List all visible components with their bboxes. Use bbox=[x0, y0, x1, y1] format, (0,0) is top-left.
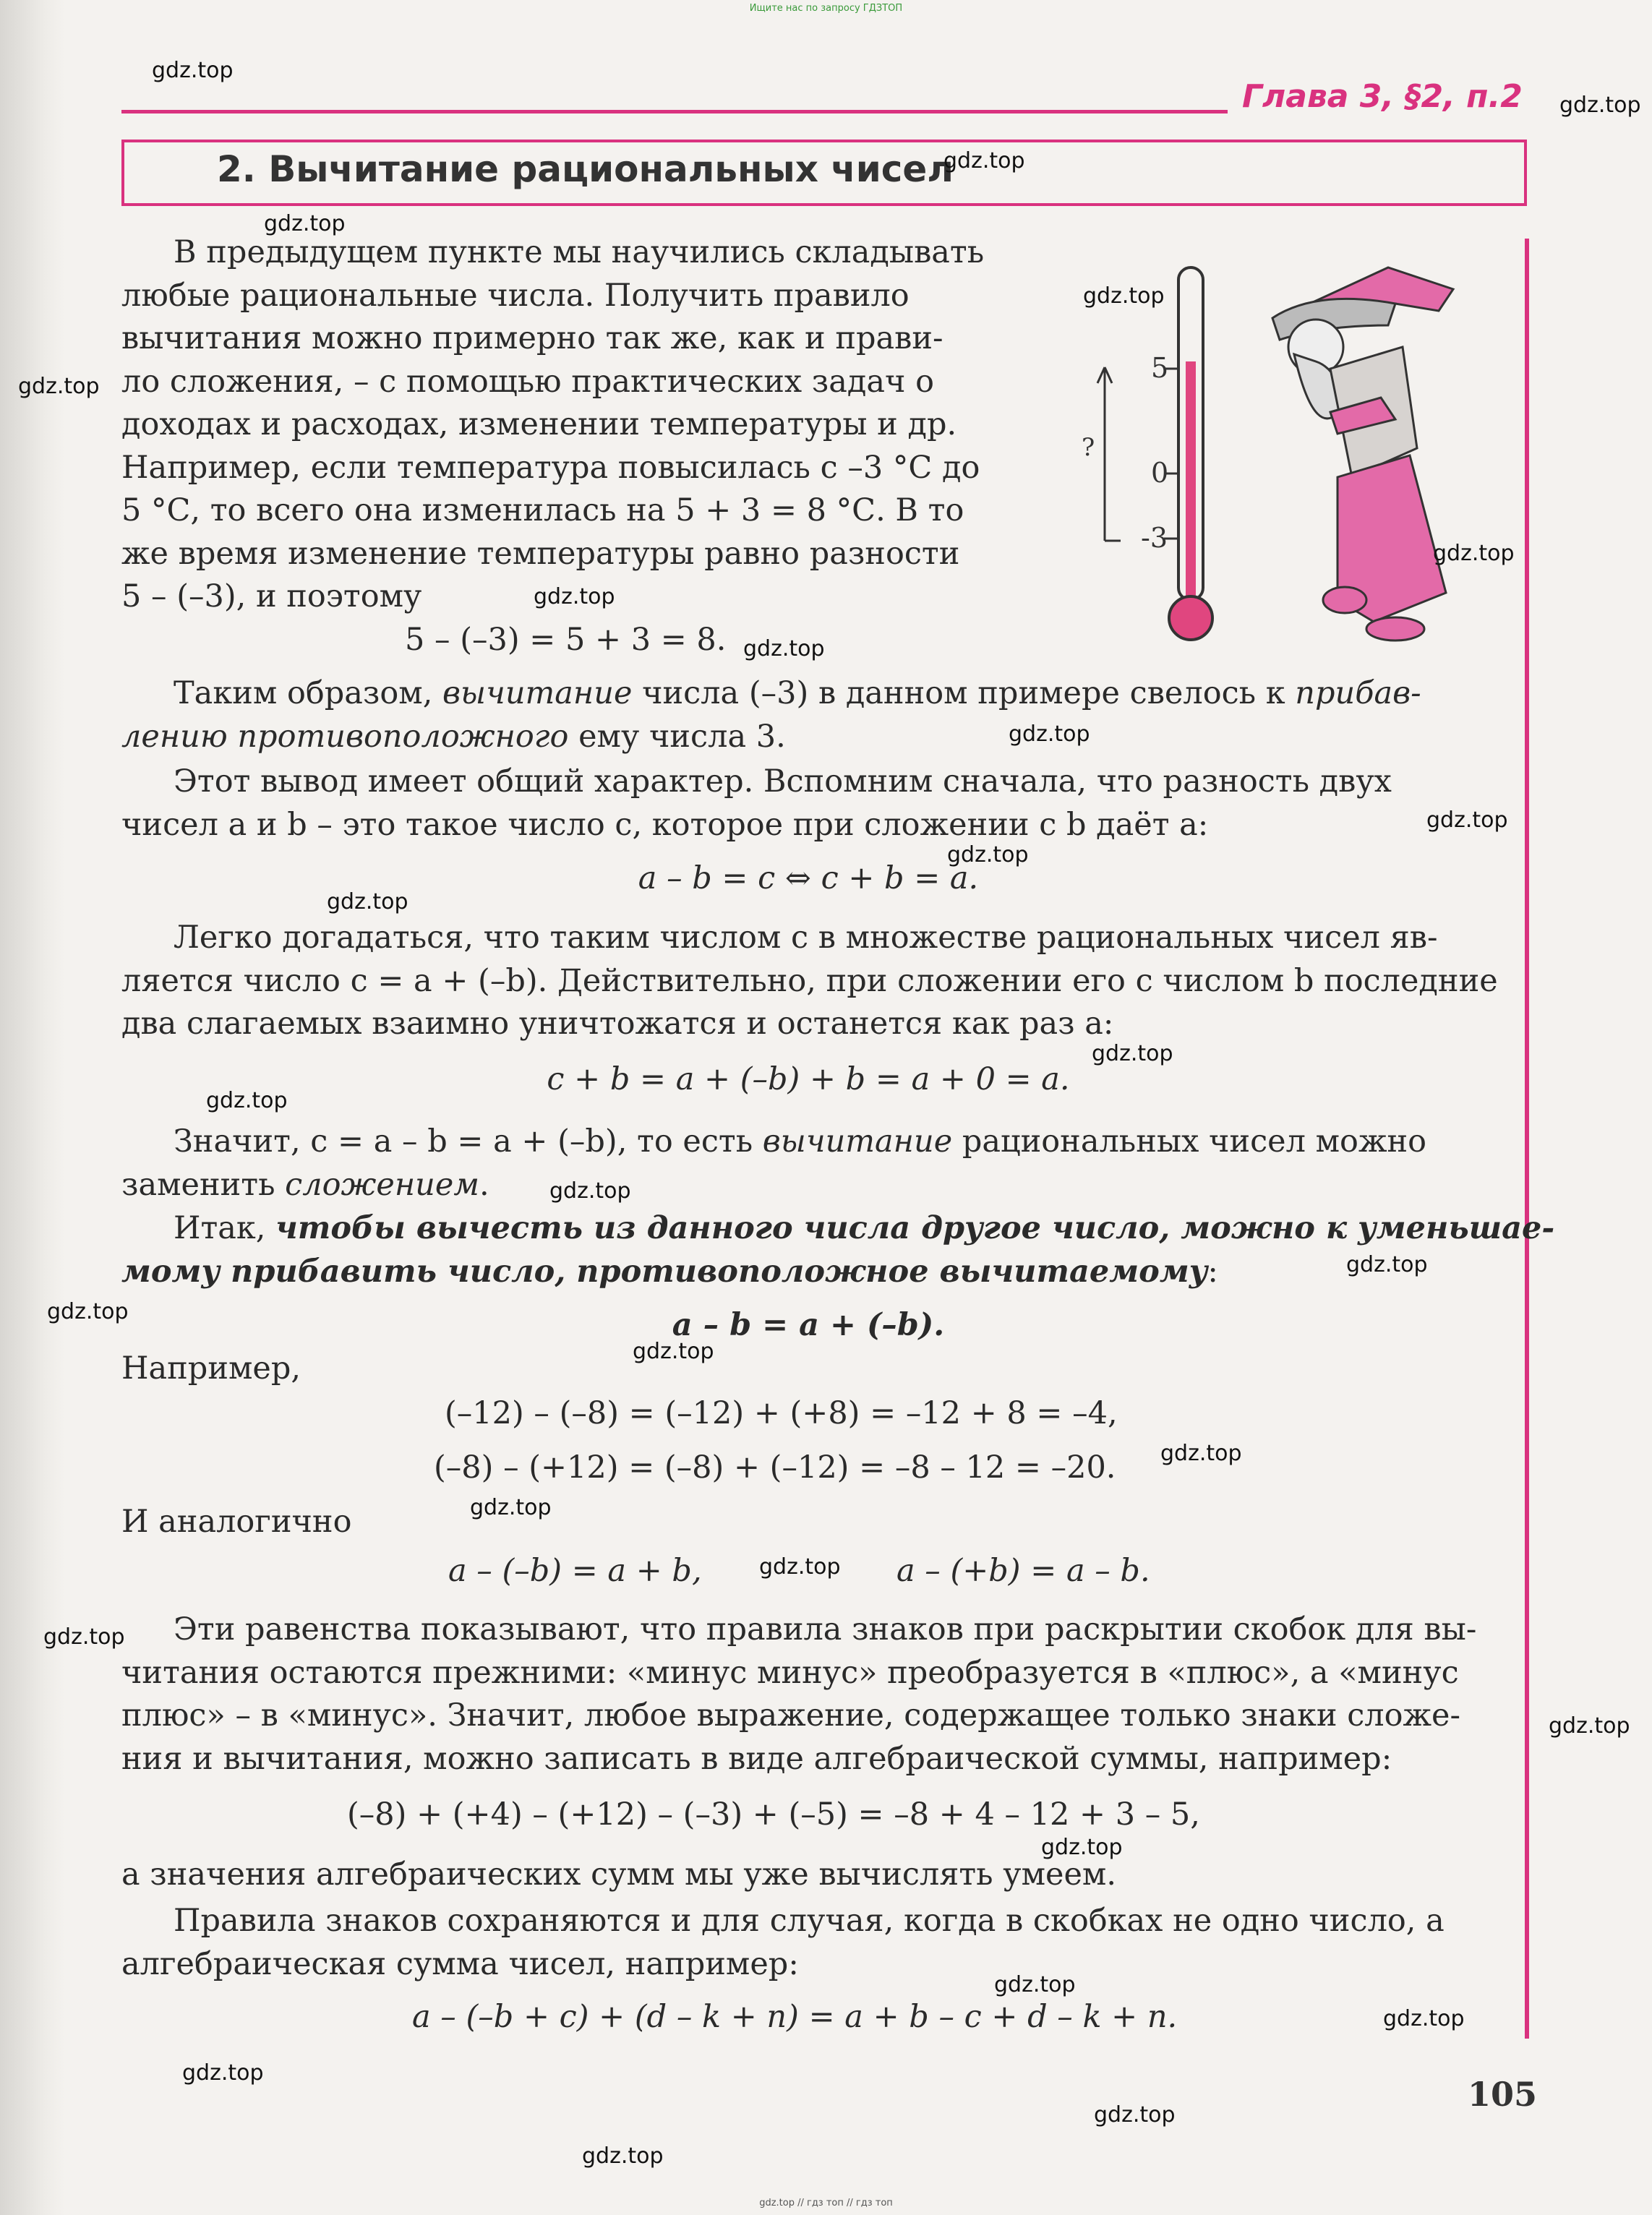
thermometer-icon bbox=[1097, 267, 1212, 640]
watermark-label: gdz.top bbox=[1549, 1713, 1630, 1739]
text-line: 5 – (–3), и поэтому bbox=[121, 578, 422, 614]
watermark-label: gdz.top bbox=[1433, 541, 1515, 566]
paragraph-analogous: И аналогично bbox=[121, 1504, 352, 1540]
rule-emphasis: чтобы вычесть из данного числа другое число, можно к уменьшае- bbox=[275, 1210, 1555, 1246]
text-line: читания остаются прежними: «минус минус» преобразуется в «плюс», а «минус bbox=[121, 1654, 1459, 1691]
text: ему числа 3. bbox=[568, 718, 786, 755]
watermark-label: gdz.top bbox=[18, 374, 100, 399]
tick-label: -3 bbox=[1141, 522, 1168, 554]
watermark-label: gdz.top bbox=[759, 1554, 841, 1580]
bottom-watermark: gdz.top // гдз топ // гдз топ bbox=[759, 2198, 893, 2208]
watermark-label: gdz.top bbox=[1041, 1835, 1123, 1860]
thermometer-wizard-illustration bbox=[1077, 260, 1482, 651]
formula-example-1: 5 – (–3) = 5 + 3 = 8. bbox=[405, 622, 727, 658]
top-watermark: Ищите нас по запросу ГДЗТОП bbox=[749, 3, 903, 14]
watermark-label: gdz.top bbox=[1383, 2006, 1465, 2031]
rule-emphasis: мому прибавить число, противоположное вычитаемому bbox=[121, 1253, 1208, 1290]
text-line: Эти равенства показывают, что правила знаков при раскрытии скобок для вы- bbox=[174, 1611, 1477, 1648]
formula-rule: a – b = a + (–b). bbox=[672, 1307, 945, 1343]
page-number: 105 bbox=[1468, 2075, 1538, 2114]
watermark-label: gdz.top bbox=[1346, 1252, 1428, 1277]
watermark-label: gdz.top bbox=[327, 889, 408, 914]
emphasis: вычитание bbox=[442, 675, 633, 711]
text: Итак, bbox=[174, 1210, 276, 1246]
watermark-label: gdz.top bbox=[534, 584, 615, 609]
paragraph-rule bbox=[121, 1207, 1555, 1293]
paragraph-replace bbox=[121, 1121, 1495, 1207]
formula-equivalence: a – b = c ⇔ c + b = a. bbox=[638, 860, 979, 896]
text: . bbox=[479, 1166, 489, 1203]
text-line: алгебраическая сумма чисел, например: bbox=[121, 1945, 799, 1982]
watermark-label: gdz.top bbox=[743, 636, 825, 661]
chapter-reference: Глава 3, §2, п.2 bbox=[1242, 78, 1523, 115]
wizard-icon bbox=[1272, 267, 1453, 640]
paragraph-sign-rules bbox=[121, 1608, 1495, 1781]
paragraph-algebraic-sums: а значения алгебраических сумм мы уже вычислять умеем. bbox=[121, 1856, 1117, 1893]
formula-minus-minus: a – (–b) = a + b, bbox=[448, 1553, 702, 1589]
text-line: 5 °С, то всего она изменилась на 5 + 3 = 8 °С. В то bbox=[121, 492, 964, 528]
text-line: доходах и расходах, изменении температуры и др. bbox=[121, 406, 957, 442]
formula-proof: c + b = a + (–b) + b = a + 0 = a. bbox=[547, 1061, 1070, 1097]
paragraph-example-intro: Например, bbox=[121, 1350, 301, 1387]
text-line: плюс» – в «минус». Значит, любое выражение, содержащее только знаки сложе- bbox=[121, 1697, 1461, 1734]
page-binding-shadow bbox=[0, 0, 65, 2215]
watermark-label: gdz.top bbox=[43, 1624, 125, 1650]
text: заменить bbox=[121, 1166, 286, 1203]
emphasis: сложением bbox=[285, 1166, 479, 1203]
text-line: два слагаемых взаимно уничтожатся и останется как раз a: bbox=[121, 1006, 1114, 1042]
text-line: же время изменение температуры равно разности bbox=[121, 535, 960, 572]
text-line: ло сложения, – с помощью практических задач о bbox=[121, 363, 934, 400]
watermark-label: gdz.top bbox=[549, 1178, 631, 1204]
paragraph-difference-definition bbox=[121, 761, 1495, 847]
paragraph-brackets bbox=[121, 1900, 1495, 1986]
formula-minus-plus: a – (+b) = a – b. bbox=[896, 1553, 1150, 1589]
text: рациональных чисел можно bbox=[952, 1123, 1427, 1160]
text-line: В предыдущем пункте мы научились складывать bbox=[174, 234, 985, 270]
watermark-label: gdz.top bbox=[1559, 93, 1641, 118]
text-line: Например, если температура повысилась с –3 °С до bbox=[121, 449, 980, 486]
paragraph-conclusion bbox=[121, 672, 1495, 758]
watermark-label: gdz.top bbox=[264, 211, 346, 236]
text-line: Легко догадаться, что таким числом c в множестве рациональных чисел яв- bbox=[174, 920, 1438, 956]
paragraph-proof bbox=[121, 917, 1498, 1046]
emphasis: прибав- bbox=[1295, 675, 1421, 711]
text-line: Правила знаков сохраняются и для случая, когда в скобках не одно число, а bbox=[174, 1903, 1445, 1939]
watermark-label: gdz.top bbox=[994, 1972, 1076, 1997]
paragraph-intro bbox=[121, 231, 1032, 619]
emphasis: вычитание bbox=[762, 1123, 953, 1160]
watermark-label: gdz.top bbox=[152, 58, 234, 83]
watermark-label: gdz.top bbox=[206, 1088, 288, 1113]
text-line: ляется число c = a + (–b). Действительно, при сложении его с числом b последние bbox=[121, 962, 1498, 999]
text: числа (–3) в данном примере свелось к bbox=[632, 675, 1296, 711]
text: Значит, c = a – b = a + (–b), то есть bbox=[174, 1123, 763, 1160]
watermark-label: gdz.top bbox=[470, 1495, 552, 1520]
formula-brackets: a – (–b + c) + (d – k + n) = a + b – c + d – k + n. bbox=[412, 1999, 1178, 2035]
watermark-label: gdz.top bbox=[633, 1339, 714, 1364]
header-rule bbox=[121, 110, 1228, 113]
watermark-label: gdz.top bbox=[1426, 807, 1508, 833]
emphasis: лению противоположного bbox=[121, 718, 569, 755]
question-mark: ? bbox=[1082, 433, 1095, 462]
text: : bbox=[1207, 1253, 1218, 1290]
text-line: любые рациональные числа. Получить правило bbox=[121, 277, 910, 314]
tick-label: 0 bbox=[1151, 457, 1169, 489]
watermark-label: gdz.top bbox=[1094, 2102, 1176, 2128]
watermark-label: gdz.top bbox=[582, 2143, 664, 2169]
tick-label: 5 bbox=[1151, 352, 1169, 384]
watermark-label: gdz.top bbox=[947, 842, 1029, 867]
formula-algebraic-sum: (–8) + (+4) – (+12) – (–3) + (–5) = –8 + 4 – 12 + 3 – 5, bbox=[347, 1796, 1200, 1833]
watermark-label: gdz.top bbox=[943, 148, 1025, 173]
text-line: ния и вычитания, можно записать в виде алгебраической суммы, например: bbox=[121, 1740, 1392, 1777]
watermark-label: gdz.top bbox=[1092, 1041, 1173, 1066]
section-title: 2. Вычитание рациональных чисел bbox=[217, 148, 954, 190]
watermark-label: gdz.top bbox=[1083, 283, 1165, 309]
formula-example-3: (–8) – (+12) = (–8) + (–12) = –8 – 12 = –20. bbox=[434, 1449, 1116, 1486]
formula-example-2: (–12) – (–8) = (–12) + (+8) = –12 + 8 = –4, bbox=[445, 1395, 1118, 1431]
margin-bar bbox=[1525, 239, 1529, 2039]
text-line: Этот вывод имеет общий характер. Вспомним сначала, что разность двух bbox=[174, 763, 1392, 800]
watermark-label: gdz.top bbox=[47, 1299, 129, 1324]
text-line: вычитания можно примерно так же, как и прави- bbox=[121, 320, 943, 356]
text: Таким образом, bbox=[174, 675, 443, 711]
watermark-label: gdz.top bbox=[1160, 1441, 1242, 1466]
watermark-label: gdz.top bbox=[182, 2060, 264, 2086]
text-line: чисел a и b – это такое число c, которое при сложении с b даёт a: bbox=[121, 806, 1209, 843]
watermark-label: gdz.top bbox=[1009, 721, 1090, 747]
